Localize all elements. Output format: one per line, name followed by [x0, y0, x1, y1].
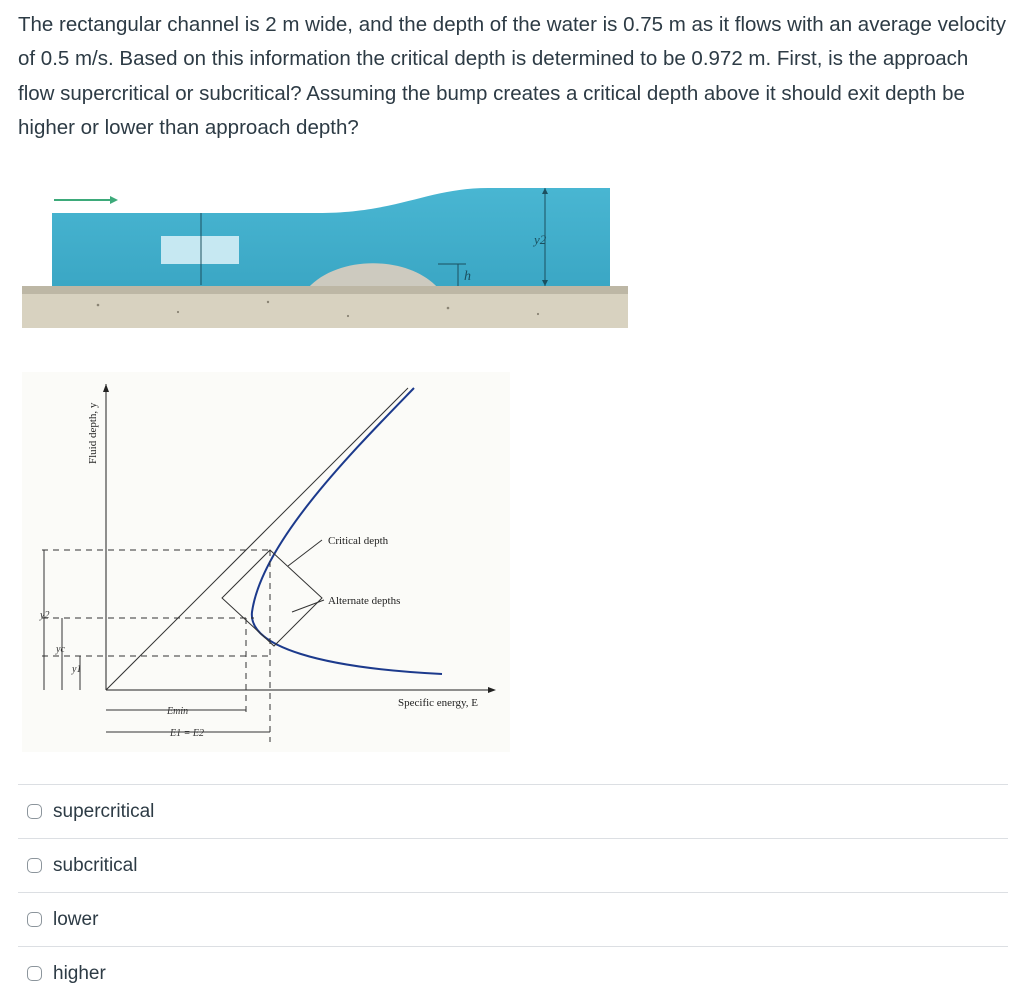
label-emin: Emin: [167, 706, 189, 717]
checkbox[interactable]: [27, 966, 42, 981]
option-label: lower: [53, 908, 99, 930]
option-lower[interactable]: [18, 892, 1008, 946]
channel-flow-figure: [18, 180, 630, 330]
specific-energy-figure: [22, 372, 510, 752]
answer-options: [18, 784, 1008, 1000]
option-subcritical[interactable]: [18, 838, 1008, 892]
option-supercritical[interactable]: [18, 784, 1008, 838]
option-label: subcritical: [53, 854, 138, 876]
label-h: h: [464, 269, 471, 284]
option-higher[interactable]: [18, 946, 1008, 1000]
label-e1-e2: E1 = E2: [170, 728, 204, 739]
label-y2: y2: [534, 232, 547, 247]
annot-critical-depth: Critical depth: [328, 535, 389, 547]
question-text: The rectangular channel is 2 m wide, and the depth of the water is 0.75 m as it flows with an average velocity of 0.5 m/s. Based on this information the critical depth is determined to be 0.972 m. First, is the approach flow supercritical or subcritical? Assuming the bump creates a critical depth above it should exit depth be higher or lower than approach depth?: [18, 13, 1006, 139]
channel-label-box: [161, 236, 239, 264]
axis-y-label: Fluid depth, y: [87, 402, 99, 464]
label-y2-energy: y2: [40, 610, 50, 621]
label-y1: y1: [72, 664, 82, 675]
annot-alternate-depths: Alternate depths: [328, 595, 401, 607]
label-yc: yc: [56, 644, 65, 655]
option-label: higher: [53, 962, 106, 984]
checkbox[interactable]: [27, 804, 42, 819]
option-label: supercritical: [53, 800, 155, 822]
checkbox[interactable]: [27, 912, 42, 927]
axis-x-label: Specific energy, E: [398, 697, 479, 709]
channel-bed: [22, 286, 628, 294]
checkbox[interactable]: [27, 858, 42, 873]
